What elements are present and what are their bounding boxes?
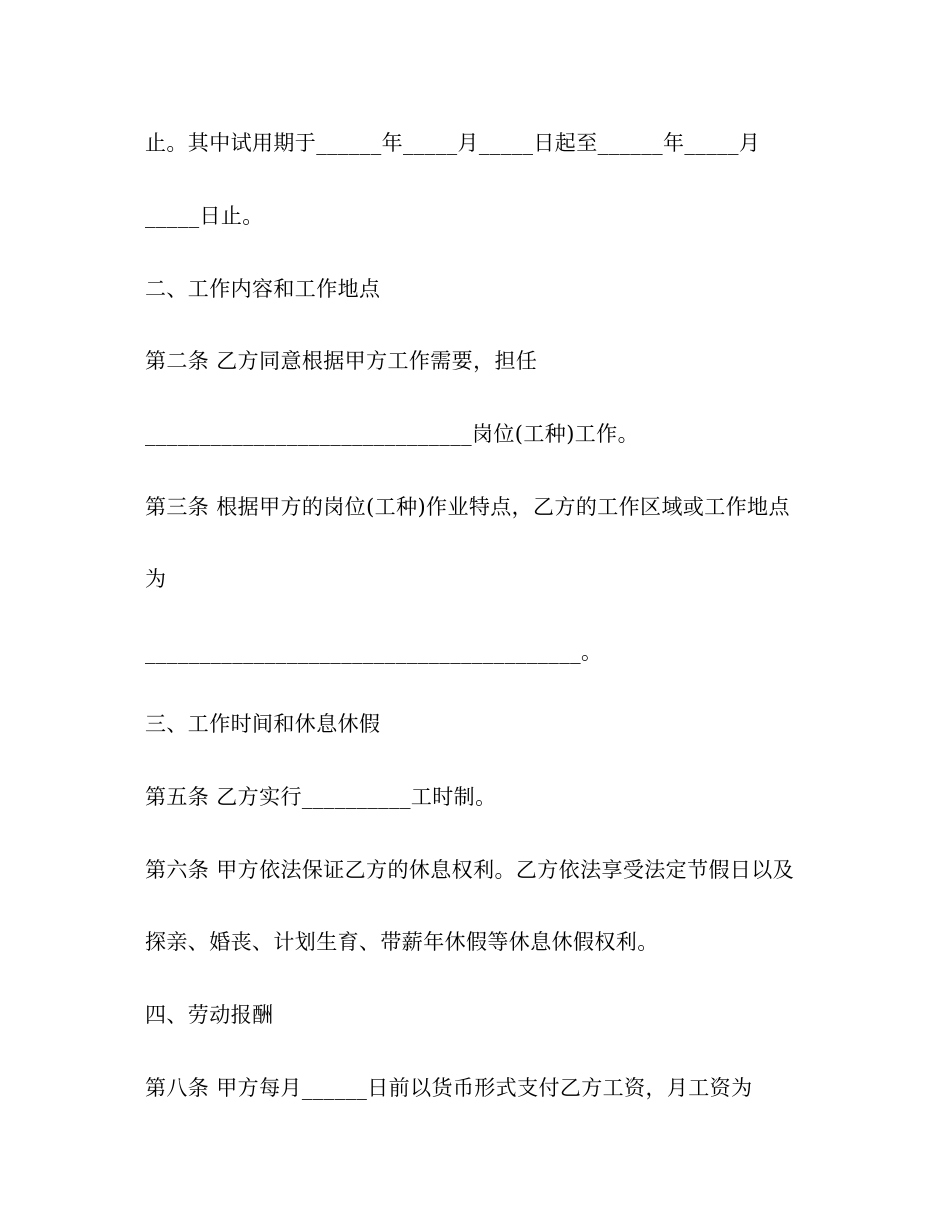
article-3-text: 第三条 根据甲方的岗位(工种)作业特点，乙方的工作区域或工作地点 [145,495,790,519]
article-2-position-line: ______________________________岗位(工种)工作。 [145,422,639,446]
article-5-text: 第五条 乙方实行__________工时制。 [145,785,497,809]
section-heading-work-hours: 三、工作时间和休息休假 [145,712,381,736]
probation-period-line: 止。其中试用期于______年_____月_____日起至______年_____月 [145,131,761,155]
article-2-text: 第二条 乙方同意根据甲方工作需要，担任 [145,349,538,373]
article-8-text: 第八条 甲方每月______日前以货币形式支付乙方工资，月工资为 [145,1076,753,1100]
section-heading-work-content: 二、工作内容和工作地点 [145,277,381,301]
article-6-continuation: 探亲、婚丧、计划生育、带薪年休假等休息休假权利。 [145,930,659,954]
article-3-continuation: 为 [145,567,167,591]
section-heading-remuneration: 四、劳动报酬 [145,1003,274,1027]
probation-end-line: _____日止。 [145,204,264,228]
article-6-text: 第六条 甲方依法保证乙方的休息权利。乙方依法享受法定节假日以及 [145,858,795,882]
article-3-location-line: ________________________________________。 [145,640,603,664]
